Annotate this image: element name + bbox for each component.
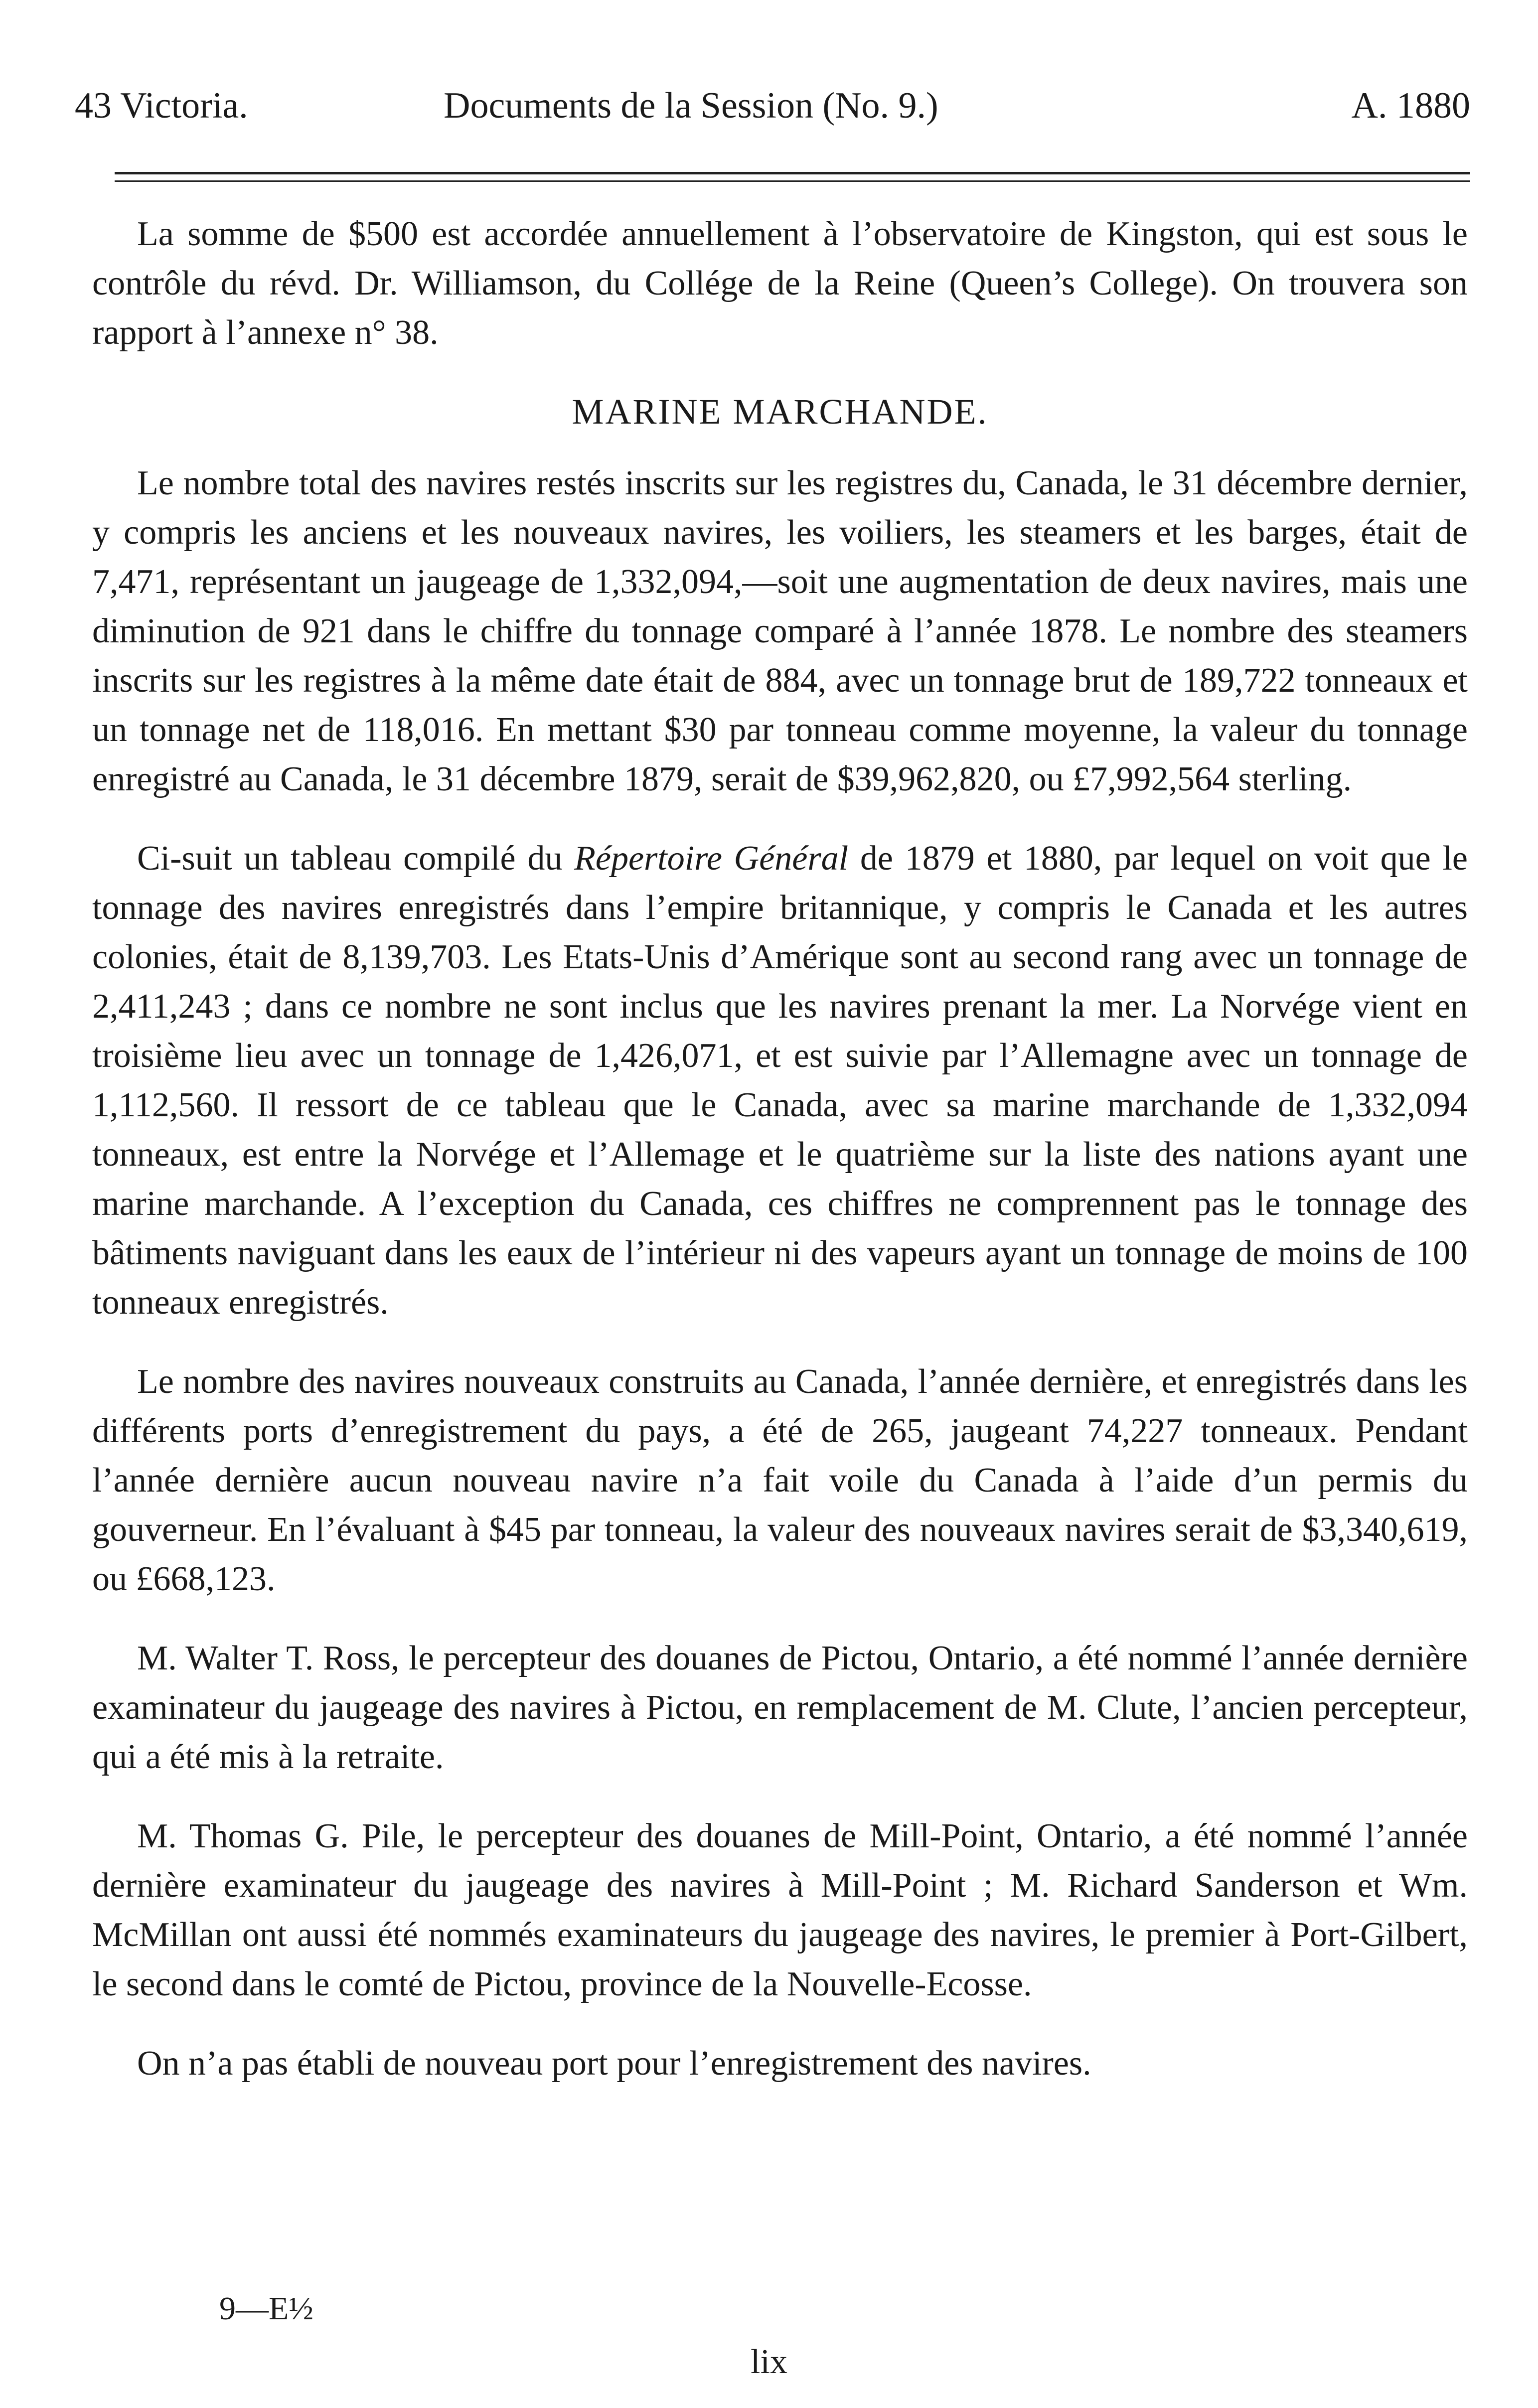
header-title: Documents de la Session (No. 9.): [444, 85, 938, 126]
signature-mark: 9—E½: [219, 2290, 313, 2327]
paragraph-ross: M. Walter T. Ross, le percepteur des douanes de Pictou, Ontario, a été nommé l’année dernière examinateur du jaugeage des navires à Pictou, en remplacement de M. Clute, l’ancien percepteur, qui a été mis à la retraite.: [92, 1639, 1468, 1776]
body-text: [92, 209, 1468, 2088]
paragraph-repertoire-start: Ci-suit un tableau compilé du: [137, 839, 575, 878]
header-volume: 43 Victoria.: [75, 85, 248, 126]
header-year: A. 1880: [1351, 85, 1470, 126]
paragraph-repertoire: [92, 834, 1468, 1327]
running-header: [75, 75, 1470, 135]
paragraph-observatory: La somme de $500 est accordée annuellement à l’observatoire de Kingston, qui est sous le contrôle du révd. Dr. Williamson, du Collége de la Reine (Queen’s College). On trouvera son rapport à l’annexe n° 38.: [92, 215, 1468, 352]
paragraph-no-new-port: On n’a pas établi de nouveau port pour l’enregistrement des navires.: [137, 2044, 1091, 2083]
paragraph-new-ships: Le nombre des navires nouveaux construits au Canada, l’année dernière, et enregistrés dans les différents ports d’enregistrement du pays, a été de 265, jaugeant 74,227 tonneaux. Pendant l’année dernière aucun nouveau navire n’a fait voile du Canada à l’aide d’un permis du gouverneur. En l’évaluant à $45 par tonneau, la valeur des nouveaux navires serait de $3,340,619, ou £668,123.: [92, 1362, 1468, 1598]
paragraph-total-ships: Le nombre total des navires restés inscrits sur les registres du, Canada, le 31 décembre dernier, y compris les anciens et les nouveaux navires, les voiliers, les steamers et les barges, était de 7,471, représentant un jaugeage de 1,332,094,—soit une augmentation de deux navires, mais une diminution de 921 dans le chiffre du tonnage comparé à l’année 1878. Le nombre des steamers inscrits sur les registres à la même date était de 884, avec un tonnage brut de 189,722 tonneaux et un tonnage net de 118,016. En mettant $30 par tonneau comme moyenne, la valeur du tonnage enregistré au Canada, le 31 décembre 1879, serait de $39,962,820, ou £7,992,564 sterling.: [92, 464, 1468, 798]
paragraph-repertoire-italic: Répertoire Général: [574, 839, 849, 878]
page-folio: lix: [751, 2343, 787, 2381]
section-title: MARINE MARCHANDE.: [572, 392, 988, 432]
paragraph-pile: M. Thomas G. Pile, le percepteur des douanes de Mill-Point, Ontario, a été nommé l’année dernière examinateur du jaugeage des navires à Mill-Point ; M. Richard Sanderson et Wm. McMillan ont aussi été nommés examinateurs du jaugeage des navires, le premier à Port-Gilbert, le second dans le comté de Pictou, province de la Nouvelle-Ecosse.: [92, 1817, 1468, 2003]
paragraph-repertoire-end: de 1879 et 1880, par lequel on voit que le tonnage des navires enregistrés dans l’empire britannique, y compris le Canada et les autres colonies, était de 8,139,703. Les Etats-Unis d’Amérique sont au second rang avec un tonnage de 2,411,243 ; dans ce nombre ne sont inclus que les navires prenant la mer. La Norvége vient en troisième lieu avec un tonnage de 1,426,071, et est suivie par l’Allemagne avec un tonnage de 1,112,560. Il ressort de ce tableau que le Canada, avec sa marine marchande de 1,332,094 tonneaux, est entre la Norvége et l’Allemage et le quatrième sur la liste des nations ayant une marine marchande. A l’exception du Canada, ces chiffres ne comprennent pas le tonnage des bâtiments naviguant dans les eaux de l’intérieur ni des vapeurs ayant un tonnage de moins de 100 tonneaux enregistrés.: [92, 839, 1468, 1322]
header-rule-top: [115, 172, 1470, 174]
header-rule-bottom: [115, 180, 1470, 182]
